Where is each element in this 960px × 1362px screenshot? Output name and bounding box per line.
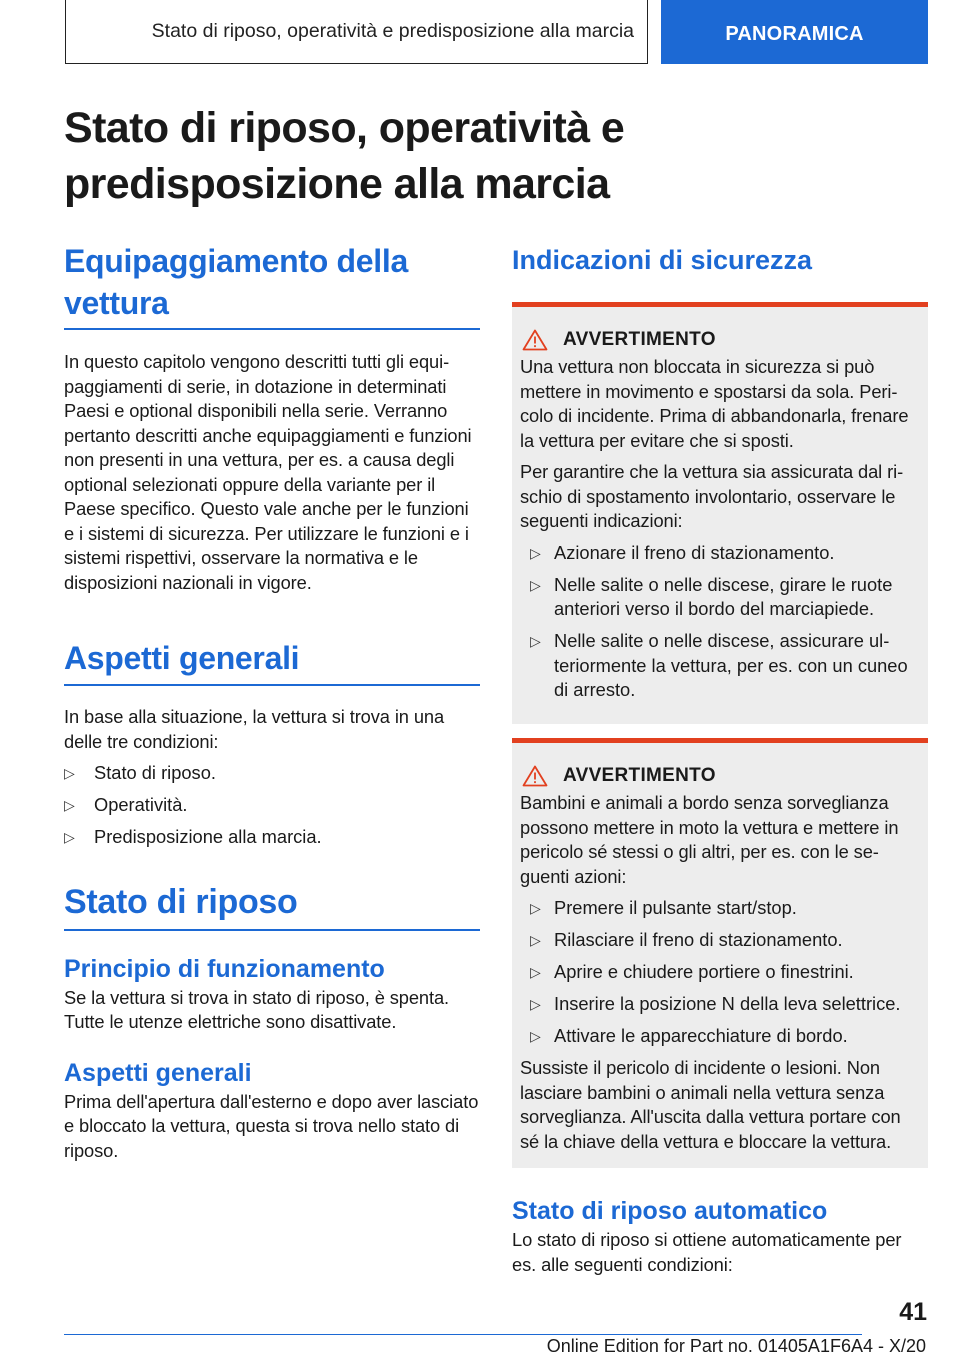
warning-1-text: Una vettura non bloccata in sicurezza si può mettere in movimento e spostarsi da sola. Pericolo di incidente. Prima di abbandonarla, frenare la vettura per evitare che si sposti.	[520, 356, 909, 451]
list-item: ▷ Nelle salite o nelle discese, girare le ruote anteriori verso il bordo del marciapiede.	[530, 573, 893, 619]
warning-2-consequence: Sussiste il pericolo di incidente o lesioni. Non lasciare bambini o animali nella vettura senza sorveglianza. All'uscita dalla vettura portare con sé la chiave della vettura e bloccare la vettura.	[520, 1057, 901, 1152]
triangle-bullet-icon: ▷	[530, 996, 541, 1012]
list-item: ▷ Operatività.	[64, 793, 480, 818]
paragraph-riposo-automatico: Lo stato di riposo si ottiene automaticamente per es. alle seguenti condizioni:	[512, 1229, 902, 1275]
triangle-bullet-icon: ▷	[530, 576, 541, 593]
list-item: ▷ Predisposizione alla marcia.	[64, 825, 480, 850]
page-number: 41	[899, 1298, 927, 1326]
warning-header	[520, 765, 919, 787]
triangle-bullet-icon: ▷	[530, 964, 541, 980]
list-item: ▷ Stato di riposo.	[64, 761, 480, 786]
heading-equipaggiamento: Equipaggiamento della vettura	[64, 240, 480, 330]
left-column	[64, 240, 480, 1163]
list-item: ▷ Inserire la posizione N della leva selettrice.	[520, 992, 919, 1017]
paragraph-equipaggiamento: In questo capitolo vengono descritti tutti gli equipaggiamenti di serie, in dotazione in determinati Paesi e optional disponibili nella serie. Verranno pertanto descritti anche equipaggiamenti e funzioni non presenti in una vettura, per es. a causa degli optional selezionati oppure della variante per il Paese specifico. Questo vale anche per le funzioni e i sistemi di sicurezza. Per utilizzare le funzioni e i sistemi rispettivi, osservare la normativa e le disposizioni nazionali in vigore.	[64, 351, 472, 593]
warning-header	[520, 329, 919, 351]
warning-triangle-icon	[522, 329, 548, 351]
list-item: ▷ Rilasciare il freno di stazionamento.	[520, 928, 919, 953]
list-item: ▷ Azionare il freno di stazionamento.	[520, 541, 919, 566]
heading-aspetti-generali-riposo: Aspetti generali	[64, 1058, 252, 1087]
paragraph-aspetti-riposo: Prima dell'apertura dall'esterno e dopo aver lasciato e bloccato la vettura, questa si trova nello stato di riposo.	[64, 1090, 479, 1161]
page-title: Stato di riposo, operatività e predisposizione alla marcia	[64, 104, 625, 208]
list-item: ▷ Premere il pulsante start/stop.	[520, 896, 919, 921]
warning-2-text: Bambini e animali a bordo senza sorveglianza possono mettere in moto la vettura e mettere in pericolo sé stessi o gli altri, per es. con le seguenti azioni:	[520, 792, 899, 887]
footer-edition: Online Edition for Part no. 01405A1F6A4 - X/20	[546, 1336, 926, 1356]
triangle-bullet-icon: ▷	[530, 633, 541, 649]
triangle-bullet-icon: ▷	[530, 544, 541, 561]
warning-label: AVVERTIMENTO	[563, 765, 716, 786]
header-section-box	[65, 0, 648, 64]
triangle-bullet-icon: ▷	[64, 765, 75, 781]
triangle-bullet-icon: ▷	[530, 932, 541, 948]
right-column	[512, 240, 928, 1277]
header-section-title: Stato di riposo, operatività e predisposizione alla marcia	[151, 20, 634, 42]
triangle-bullet-icon: ▷	[64, 829, 75, 845]
list-item: ▷ Attivare le apparecchiature di bordo.	[520, 1024, 919, 1049]
warning-box-2	[512, 738, 928, 1168]
warning-1-list	[520, 541, 919, 703]
warning-label: AVVERTIMENTO	[563, 329, 716, 350]
header-chapter-tab[interactable]: PANORAMICA	[661, 0, 928, 64]
heading-riposo-automatico: Stato di riposo automatico	[512, 1197, 828, 1225]
heading-aspetti-generali: Aspetti generali	[64, 637, 480, 686]
heading-principio: Principio di funzionamento	[64, 954, 385, 983]
warning-2-list	[520, 896, 919, 1049]
triangle-bullet-icon: ▷	[64, 797, 75, 813]
heading-stato-di-riposo: Stato di riposo	[64, 880, 480, 931]
warning-box-1	[512, 302, 928, 724]
paragraph-principio: Se la vettura si trova in stato di riposo, è spenta. Tutte le utenze elettriche sono disattivate.	[64, 986, 450, 1032]
warning-triangle-icon	[522, 765, 548, 787]
list-item: ▷ Aprire e chiudere portiere o finestrini.	[520, 960, 919, 985]
page-header	[65, 0, 928, 64]
heading-indicazioni-sicurezza: Indicazioni di sicurezza	[512, 245, 813, 275]
footer-divider	[64, 1334, 862, 1335]
triangle-bullet-icon: ▷	[530, 900, 541, 916]
warning-1-instructions: Per garantire che la vettura sia assicurata dal rischio di spostamento involontario, osservare le seguenti indicazioni:	[520, 461, 904, 531]
triangle-bullet-icon: ▷	[530, 1028, 541, 1044]
list-condizioni	[64, 761, 480, 850]
list-item: ▷ Nelle salite o nelle discese, assicurare ulteriormente la vettura, per es. con un cuneo di arresto.	[530, 630, 908, 700]
paragraph-aspetti-intro: In base alla situazione, la vettura si trova in una delle tre condizioni:	[64, 706, 445, 752]
